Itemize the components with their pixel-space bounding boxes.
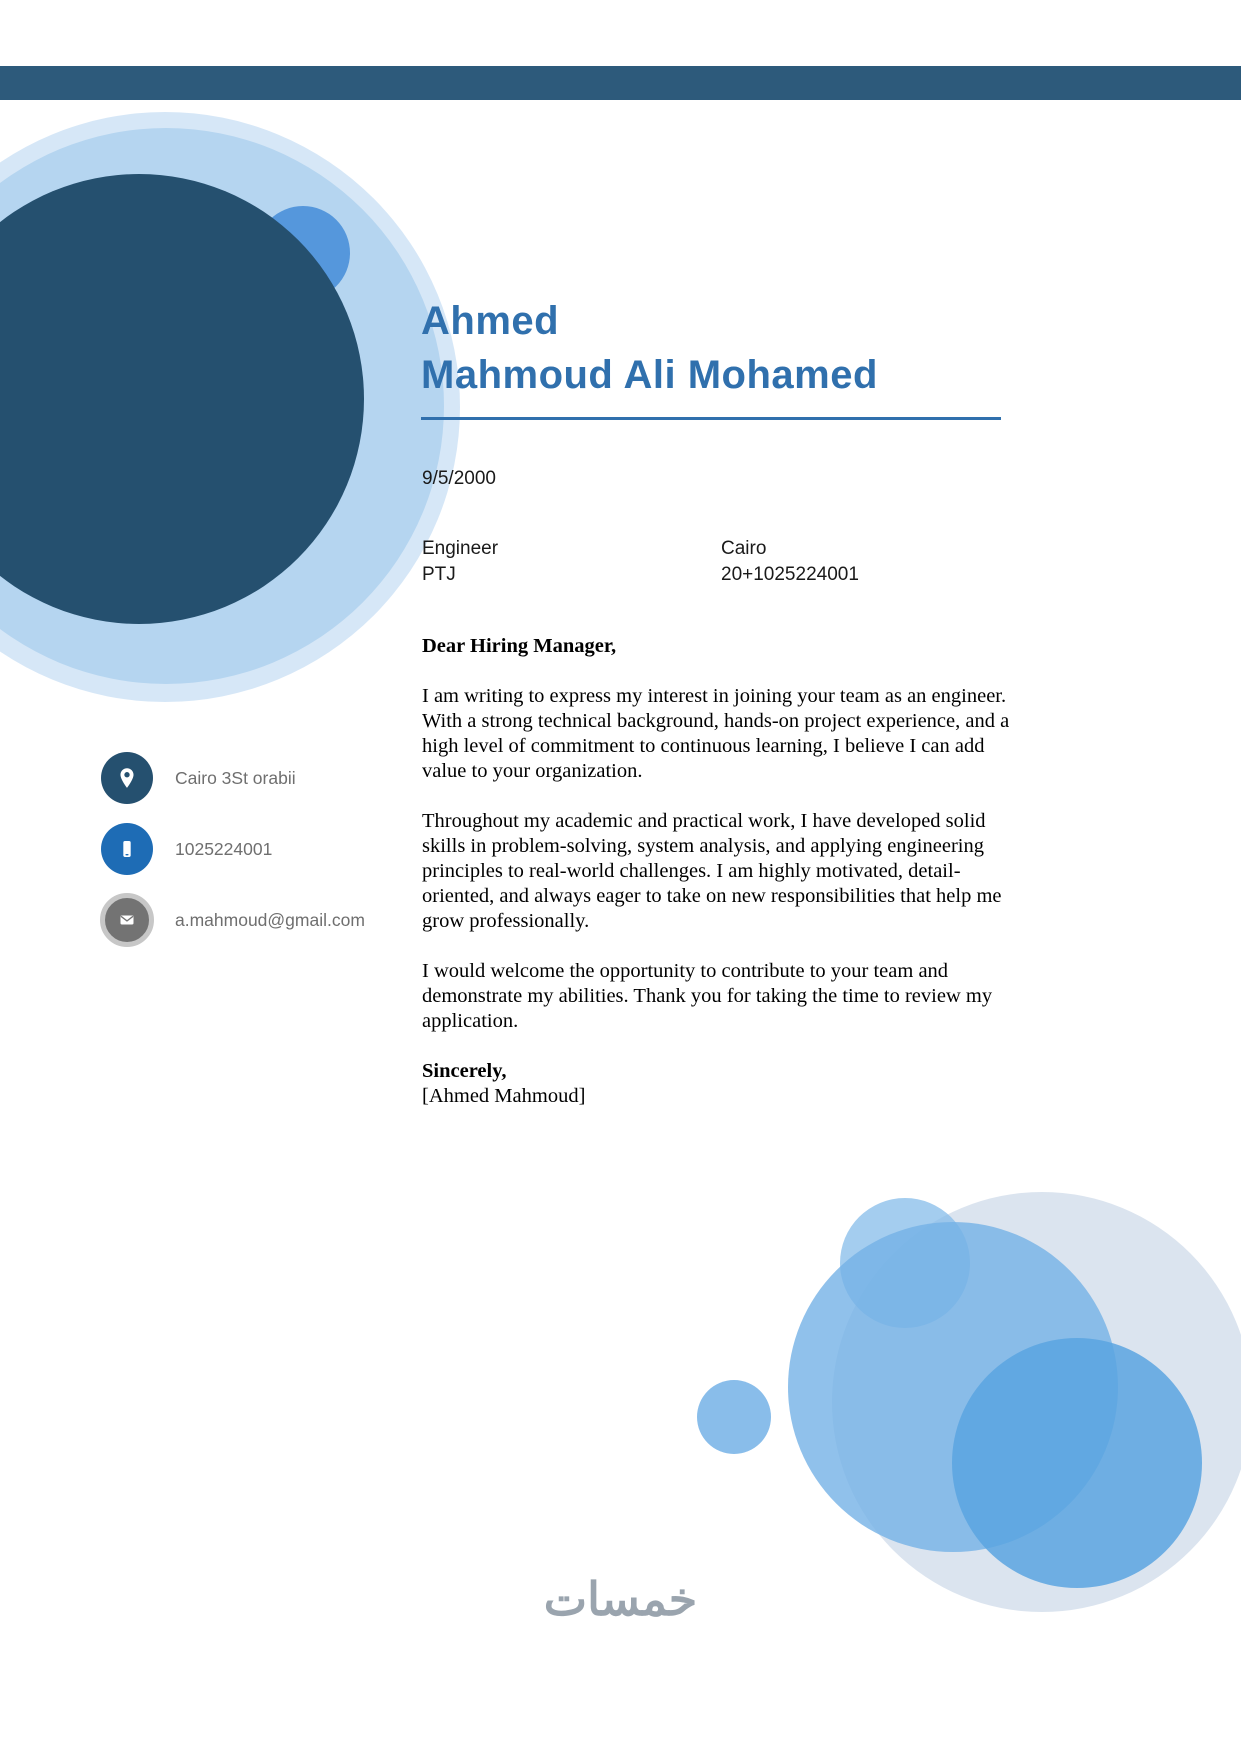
signature: [Ahmed Mahmoud]: [422, 1085, 586, 1107]
company: PTJ: [422, 564, 456, 585]
info-grid: [422, 538, 859, 586]
contact-list: [101, 752, 365, 965]
email-label: a.mahmoud@gmail.com: [175, 909, 365, 930]
page-title: [421, 294, 878, 402]
phone-label: 1025224001: [175, 838, 273, 859]
closing: Sincerely,: [422, 1060, 507, 1082]
city: Cairo: [721, 538, 767, 559]
phone-icon: [101, 823, 153, 875]
contact-item-email: [101, 894, 365, 946]
phone-international: 20+1025224001: [721, 564, 859, 585]
name-first-line: Ahmed: [421, 299, 560, 343]
letter-paragraph-2: Throughout my academic and practical work, I have developed solid skills in problem-solving, system analysis, and applying engineering principles to real-world challenges. I am highly motivated, detail-oriented, and always eager to take on new responsibilities that help me grow professionally.: [422, 810, 1002, 932]
letter-paragraph-3: I would welcome the opportunity to contribute to your team and demonstrate my abilities. Thank you for taking the time to review my application.: [422, 960, 993, 1032]
address-label: Cairo 3St orabii: [175, 767, 296, 788]
job-title: Engineer: [422, 538, 499, 559]
birth-date: 9/5/2000: [422, 468, 496, 489]
email-icon: [100, 893, 154, 947]
salutation: Dear Hiring Manager,: [422, 635, 617, 657]
name-underline: [421, 417, 1001, 420]
location-pin-icon: [101, 752, 153, 804]
letter-body: [422, 634, 1014, 1109]
top-accent-bar: [0, 66, 1241, 100]
letter-paragraph-1: I am writing to express my interest in joining your team as an engineer. With a strong technical background, hands-on project experience, and a high level of commitment to continuous learning, I believe I can add value to your organization.: [422, 685, 1010, 782]
decorative-circle-bottomright-accent: [952, 1338, 1202, 1588]
contact-item-phone: [101, 823, 365, 875]
watermark-text: خمسات: [543, 1573, 698, 1625]
name-second-line: Mahmoud Ali Mohamed: [421, 353, 878, 397]
decorative-circle-bottomright-tiny: [697, 1380, 771, 1454]
contact-item-address: [101, 752, 365, 804]
